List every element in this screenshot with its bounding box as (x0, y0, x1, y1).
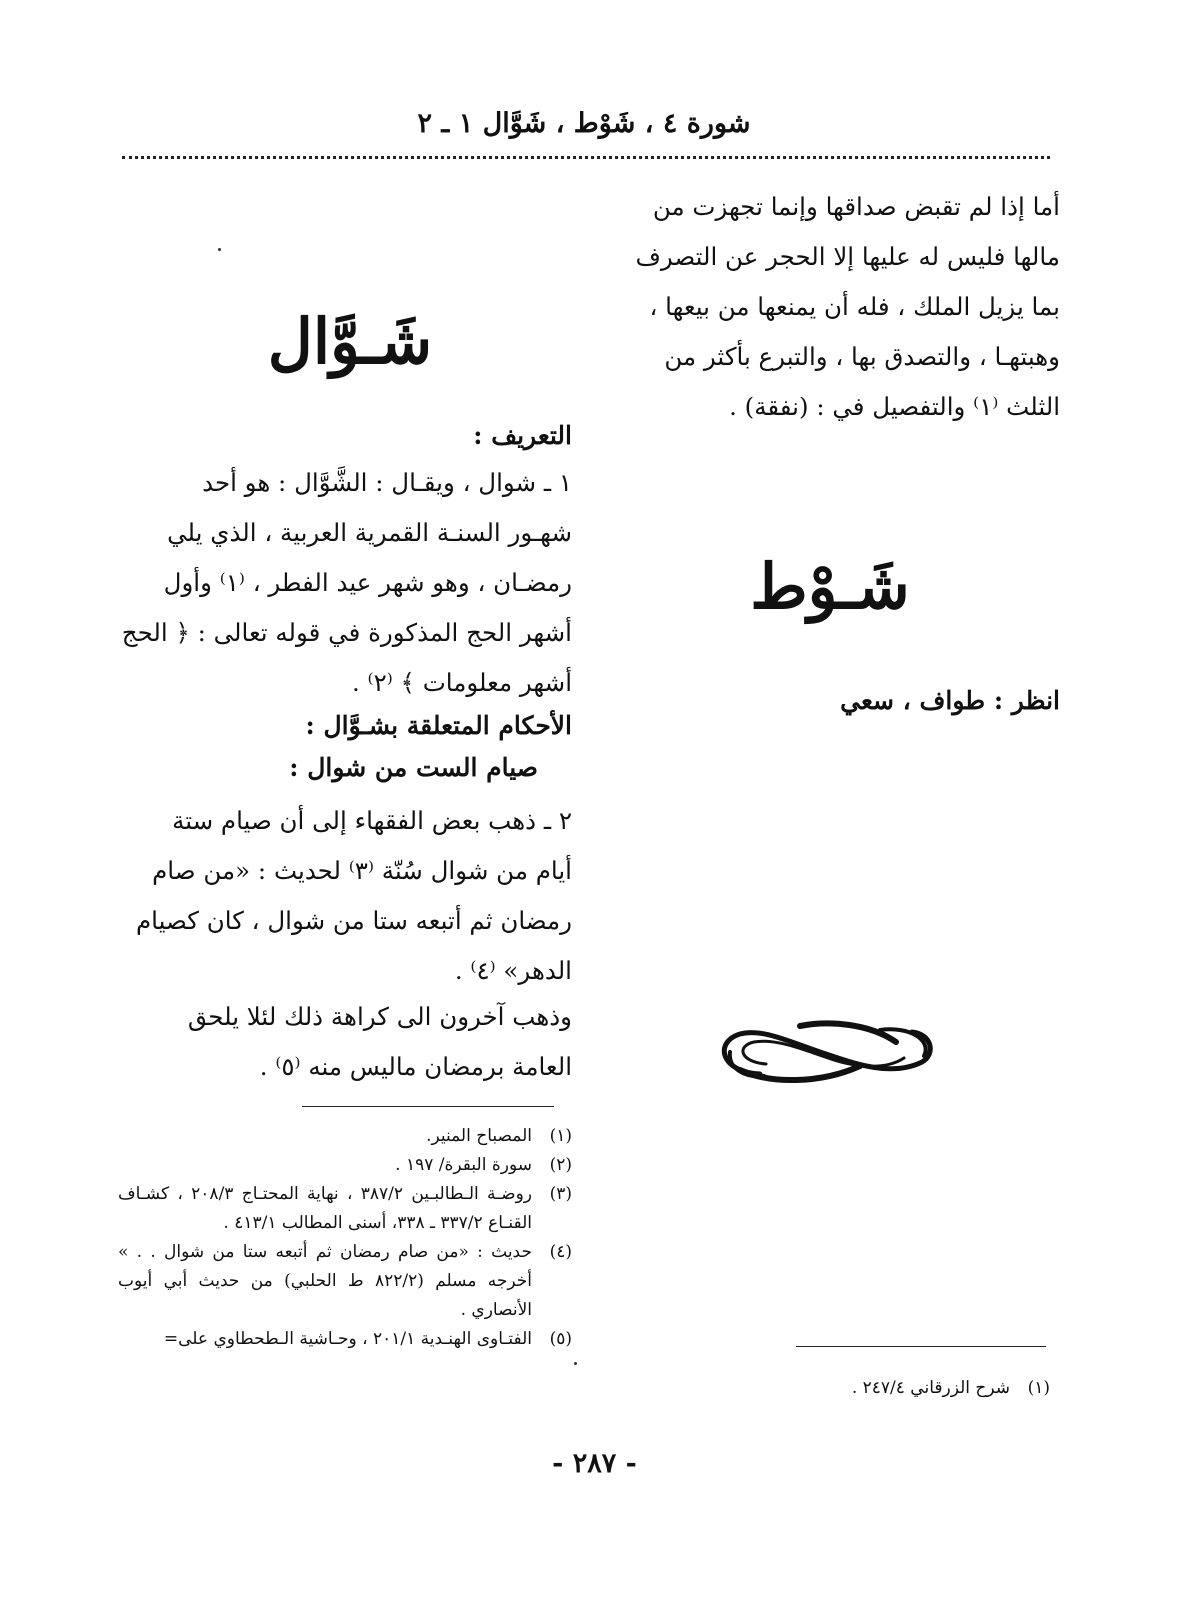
text-line: ٢ ـ ذهب بعض الفقهاء إلى أن صيام ستة (172, 806, 572, 835)
entry-title-shawwal: شَـوَّال (267, 305, 433, 378)
footnote-rule-right (796, 1346, 1046, 1347)
text-line: ١ ـ شوال ، ويقـال : الشَّوَّال : هو أحد (202, 468, 572, 497)
footnote-number: (٣) (549, 1184, 572, 1204)
footnote-item (118, 1180, 572, 1238)
definition-heading: التعريف : (473, 421, 572, 450)
stray-dot (218, 248, 221, 251)
footnote-text: سورة البقرة/ ١٩٧ . (395, 1155, 532, 1175)
text-line: رمضـان ، وهو شهر عيد الفطر ، ⁽١⁾ وأول (163, 568, 572, 597)
running-header: شورة ٤ ، شَوْط ، شَوَّال ١ ـ ٢ (417, 108, 751, 139)
ornament-flourish (700, 1012, 940, 1092)
others-paragraph (118, 992, 572, 1092)
fasting-heading: صيام الست من شوال : (289, 753, 538, 782)
definition-paragraph (118, 458, 572, 708)
text-line: رمضان ثم أتبعه ستا من شوال ، كان كصيام (136, 906, 572, 935)
footnote-item (118, 1325, 572, 1354)
footnote-item (118, 1151, 572, 1180)
text-line: أشهر معلومات ﴾ ⁽٢⁾ . (351, 668, 572, 697)
footnote-number: (٢) (549, 1155, 572, 1175)
footnote-text: الفتـاوى الهنـدية ٢٠١/١ ، وحـاشية الـطحطاوي على= (163, 1329, 532, 1349)
footnote-text: روضـة الـطالبـين ٣٨٧/٢ ، نهاية المحتـاج ٢٠٨/٣ ، كشـاف القنـاع ٣٣٧/٢ ـ ٣٣٨، أسنى المطالب ٤١٣/١ . (118, 1184, 532, 1233)
text-line: وذهب آخرون الى كراهة ذلك لئلا يلحق (187, 1002, 572, 1031)
text-line: الدهر» ⁽٤⁾ . (454, 956, 572, 985)
stray-dot (574, 1362, 577, 1365)
footnotes-left (118, 1122, 572, 1354)
footnote-number: (١) (1027, 1378, 1050, 1398)
text-line: الثلث ⁽١⁾ والتفصيل في : (نفقة) . (729, 392, 1060, 421)
footnote-number: (١) (549, 1126, 572, 1146)
footnote-rule-left (302, 1106, 554, 1107)
footnote-text: حديث : «من صام رمضان ثم أتبعه ستا من شوال . . » أخرجه مسلم (٨٢٢/٢ ط الحلبي) من حديث أبي أيوب الأنصاري . (118, 1242, 532, 1320)
text-line: العامة برمضان ماليس منه ⁽٥⁾ . (259, 1052, 572, 1081)
ruling-paragraph (118, 796, 572, 996)
text-line: مالها فليس له عليها إلا الحجر عن التصرف (635, 242, 1060, 271)
page-number: - ٢٨٧ - (552, 1448, 637, 1479)
intro-paragraph (620, 182, 1060, 432)
text-line: أما إذا لم تقبض صداقها وإنما تجهزت من (652, 192, 1060, 221)
footnote-number: (٤) (549, 1242, 572, 1262)
entry-title-shawt: شَـوْط (750, 550, 910, 623)
text-line: أشهر الحج المذكورة في قوله تعالى : ﴿ الحج (121, 618, 572, 647)
footnote-right (800, 1374, 1050, 1403)
text-line: وهبتهـا ، والتصدق بها ، والتبرع بأكثر من (664, 342, 1060, 371)
footnote-item (118, 1122, 572, 1151)
footnote-text: المصباح المنير. (426, 1126, 532, 1146)
footnote-number: (٥) (549, 1329, 572, 1349)
text-line: بما يزيل الملك ، فله أن يمنعها من بيعها ، (649, 292, 1060, 321)
rulings-heading: الأحكام المتعلقة بشـوَّال : (305, 711, 572, 740)
text-line: شهـور السنـة القمرية العربية ، الذي يلي (167, 518, 572, 547)
header-dotted-rule (122, 156, 1050, 159)
see-also: انظر : طواف ، سعي (840, 686, 1060, 715)
footnote-item (118, 1238, 572, 1325)
text-line: أيام من شوال سُنّة ⁽٣⁾ لحديث : «من صام (152, 856, 572, 885)
footnote-text: شرح الزرقاني ٢٤٧/٤ . (851, 1378, 1010, 1398)
